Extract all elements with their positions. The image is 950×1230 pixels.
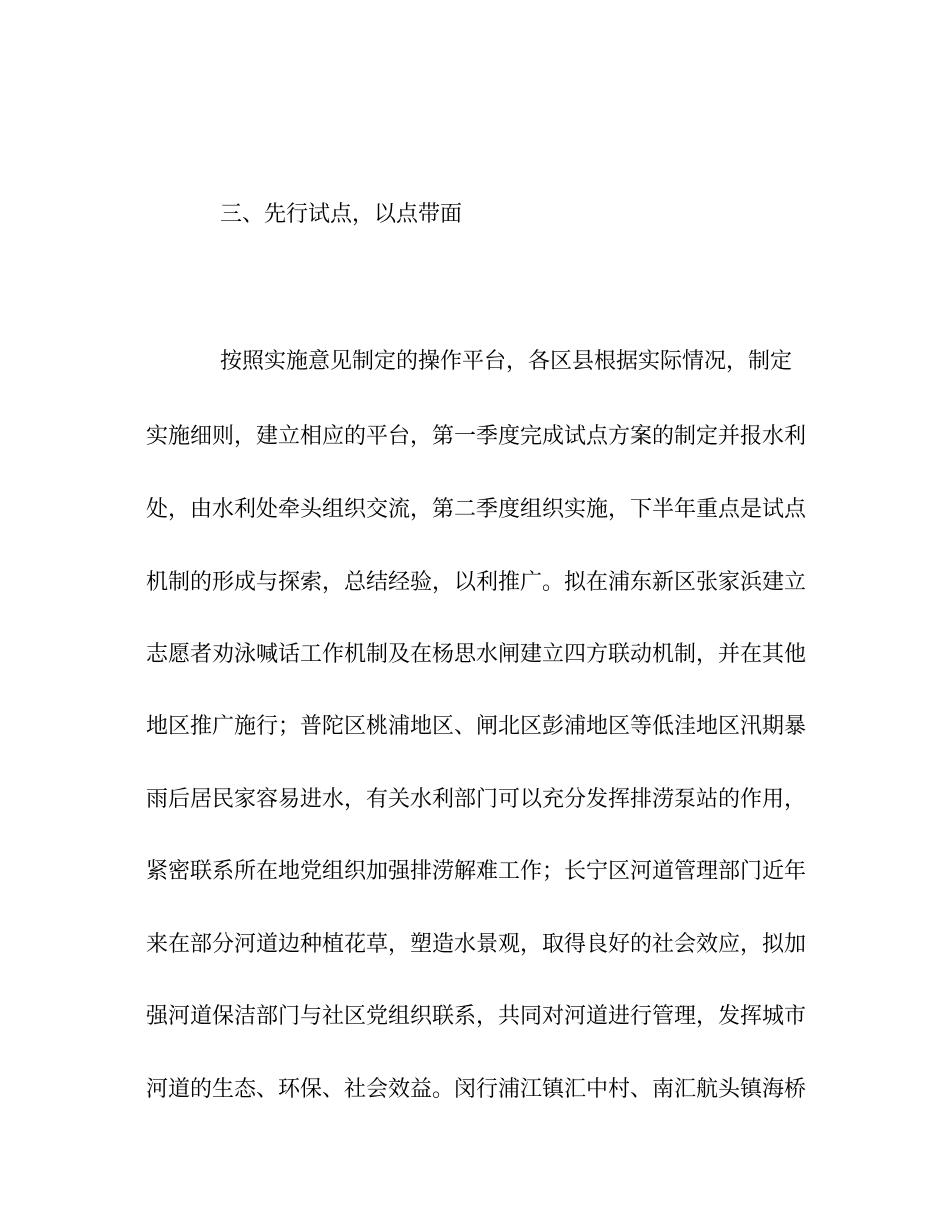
paragraph-line: 地区推广施行；普陀区桃浦地区、闸北区彭浦地区等低洼地区汛期暴 bbox=[146, 714, 807, 739]
paragraph-line: 处，由水利处牵头组织交流，第二季度组织实施，下半年重点是试点 bbox=[146, 497, 807, 522]
paragraph-line: 机制的形成与探索，总结经验，以利推广。拟在浦东新区张家浜建立 bbox=[146, 570, 807, 595]
paragraph-line: 雨后居民家容易进水，有关水利部门可以充分发挥排涝泵站的作用， bbox=[146, 787, 807, 812]
paragraph-line: 河道的生态、环保、社会效益。闵行浦江镇汇中村、南汇航头镇海桥 bbox=[146, 1077, 807, 1102]
paragraph-line: 紧密联系所在地党组织加强排涝解难工作；长宁区河道管理部门近年 bbox=[146, 859, 807, 884]
paragraph-line: 实施细则，建立相应的平台，第一季度完成试点方案的制定并报水利 bbox=[146, 424, 807, 449]
paragraph-line: 志愿者劝泳喊话工作机制及在杨思水闸建立四方联动机制，并在其他 bbox=[146, 642, 807, 667]
paragraph-line: 按照实施意见制定的操作平台，各区县根据实际情况，制定 bbox=[220, 349, 793, 374]
paragraph-line: 强河道保洁部门与社区党组织联系，共同对河道进行管理，发挥城市 bbox=[146, 1004, 807, 1029]
paragraph-line: 来在部分河道边种植花草，塑造水景观，取得良好的社会效应，拟加 bbox=[146, 932, 807, 957]
section-heading: 三、先行试点，以点带面 bbox=[220, 202, 463, 227]
